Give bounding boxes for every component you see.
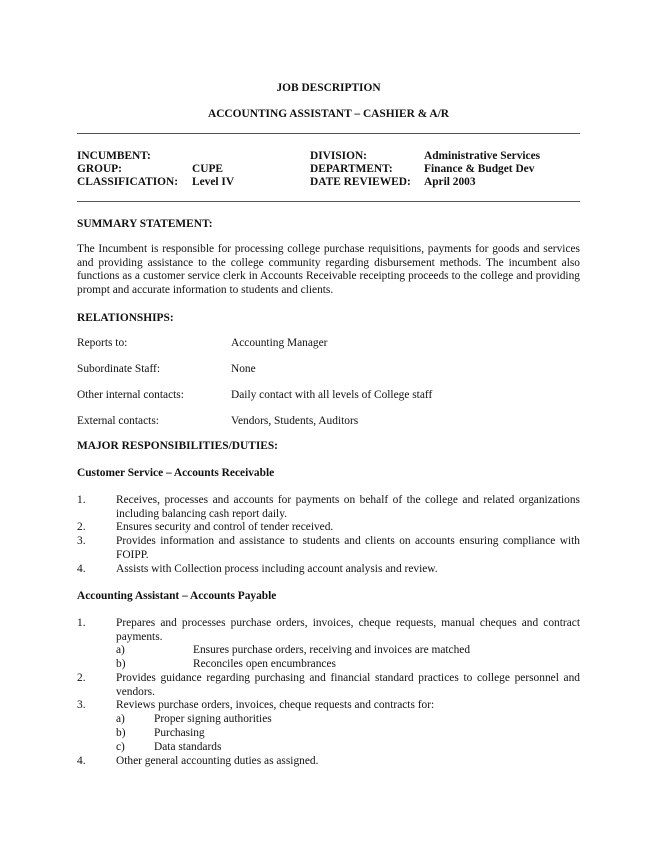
payable-subitem-letter: b) xyxy=(116,658,126,670)
summary-text: The Incumbent is responsible for processing college purchase requisitions, payments for goods and services and providing assistance to the college community regarding disbursement methods. The incumbent also functions as a customer service clerk in Accounts Receivable receipting proceeds to the college and providing prompt and accurate information to students and clients. xyxy=(77,243,580,296)
receivable-item-text: Provides information and assistance to students and clients on accounts ensuring compliance with FOIPP. xyxy=(116,535,580,561)
receivable-heading: Customer Service – Accounts Receivable xyxy=(77,467,275,479)
payable-item-text: Other general accounting duties as assigned. xyxy=(116,755,319,767)
relationships-heading: RELATIONSHIPS: xyxy=(77,312,174,324)
payable-subitem-text: Data standards xyxy=(154,741,222,753)
receivable-item-number: 1. xyxy=(77,494,86,506)
receivable-item-text: Assists with Collection process including account analysis and review. xyxy=(116,563,438,575)
position-title: ACCOUNTING ASSISTANT – CASHIER & A/R xyxy=(207,108,450,120)
group-label: GROUP: xyxy=(77,163,122,175)
divider-info xyxy=(77,201,580,202)
payable-subitem-letter: c) xyxy=(116,741,125,753)
payable-item-number: 3. xyxy=(77,699,86,711)
summary-heading: SUMMARY STATEMENT: xyxy=(77,218,213,230)
payable-item-text: Provides guidance regarding purchasing and financial standard practices to college personnel and vendors. xyxy=(116,672,580,698)
payable-item-text: Reviews purchase orders, invoices, cheque requests and contracts for: xyxy=(116,699,435,711)
reports-to-label: Reports to: xyxy=(77,337,128,349)
internal-contacts-value: Daily contact with all levels of College staff xyxy=(231,389,433,401)
document-type-title: JOB DESCRIPTION xyxy=(276,82,381,94)
subordinate-staff-label: Subordinate Staff: xyxy=(77,363,160,375)
department-label: DEPARTMENT: xyxy=(310,163,393,175)
date-reviewed-label: DATE REVIEWED: xyxy=(310,176,411,188)
division-value: Administrative Services xyxy=(424,150,541,162)
payable-item-number: 2. xyxy=(77,672,86,684)
internal-contacts-label: Other internal contacts: xyxy=(77,389,184,401)
reports-to-value: Accounting Manager xyxy=(231,337,328,349)
receivable-item-text: Ensures security and control of tender received. xyxy=(116,521,334,533)
date-reviewed-value: April 2003 xyxy=(424,176,476,188)
classification-label: CLASSIFICATION: xyxy=(77,176,179,188)
classification-value: Level IV xyxy=(192,176,235,188)
receivable-item-number: 3. xyxy=(77,535,86,547)
external-contacts-label: External contacts: xyxy=(77,415,159,427)
department-value: Finance & Budget Dev xyxy=(424,163,535,175)
payable-item-text: Prepares and processes purchase orders, invoices, cheque requests, manual cheques and contract payments. xyxy=(116,617,580,643)
receivable-item-text: Receives, processes and accounts for payments on behalf of the college and related organizations including balancing cash report daily. xyxy=(116,494,580,520)
payable-subitem-text: Reconciles open encumbrances xyxy=(193,658,336,670)
payable-item-number: 1. xyxy=(77,617,86,629)
payable-subitem-letter: b) xyxy=(116,727,126,739)
duties-heading: MAJOR RESPONSIBILITIES/DUTIES: xyxy=(77,440,278,452)
payable-heading: Accounting Assistant – Accounts Payable xyxy=(77,590,277,602)
receivable-item-number: 4. xyxy=(77,563,86,575)
payable-subitem-text: Purchasing xyxy=(154,727,205,739)
payable-subitem-letter: a) xyxy=(116,644,125,656)
divider-top xyxy=(77,133,580,134)
incumbent-label: INCUMBENT: xyxy=(77,150,151,162)
receivable-item-number: 2. xyxy=(77,521,86,533)
payable-subitem-letter: a) xyxy=(116,713,125,725)
payable-subitem-text: Proper signing authorities xyxy=(154,713,272,725)
external-contacts-value: Vendors, Students, Auditors xyxy=(231,415,359,427)
subordinate-staff-value: None xyxy=(231,363,256,375)
payable-subitem-text: Ensures purchase orders, receiving and invoices are matched xyxy=(193,644,471,656)
group-value: CUPE xyxy=(192,163,224,175)
division-label: DIVISION: xyxy=(310,150,367,162)
payable-item-number: 4. xyxy=(77,755,86,767)
